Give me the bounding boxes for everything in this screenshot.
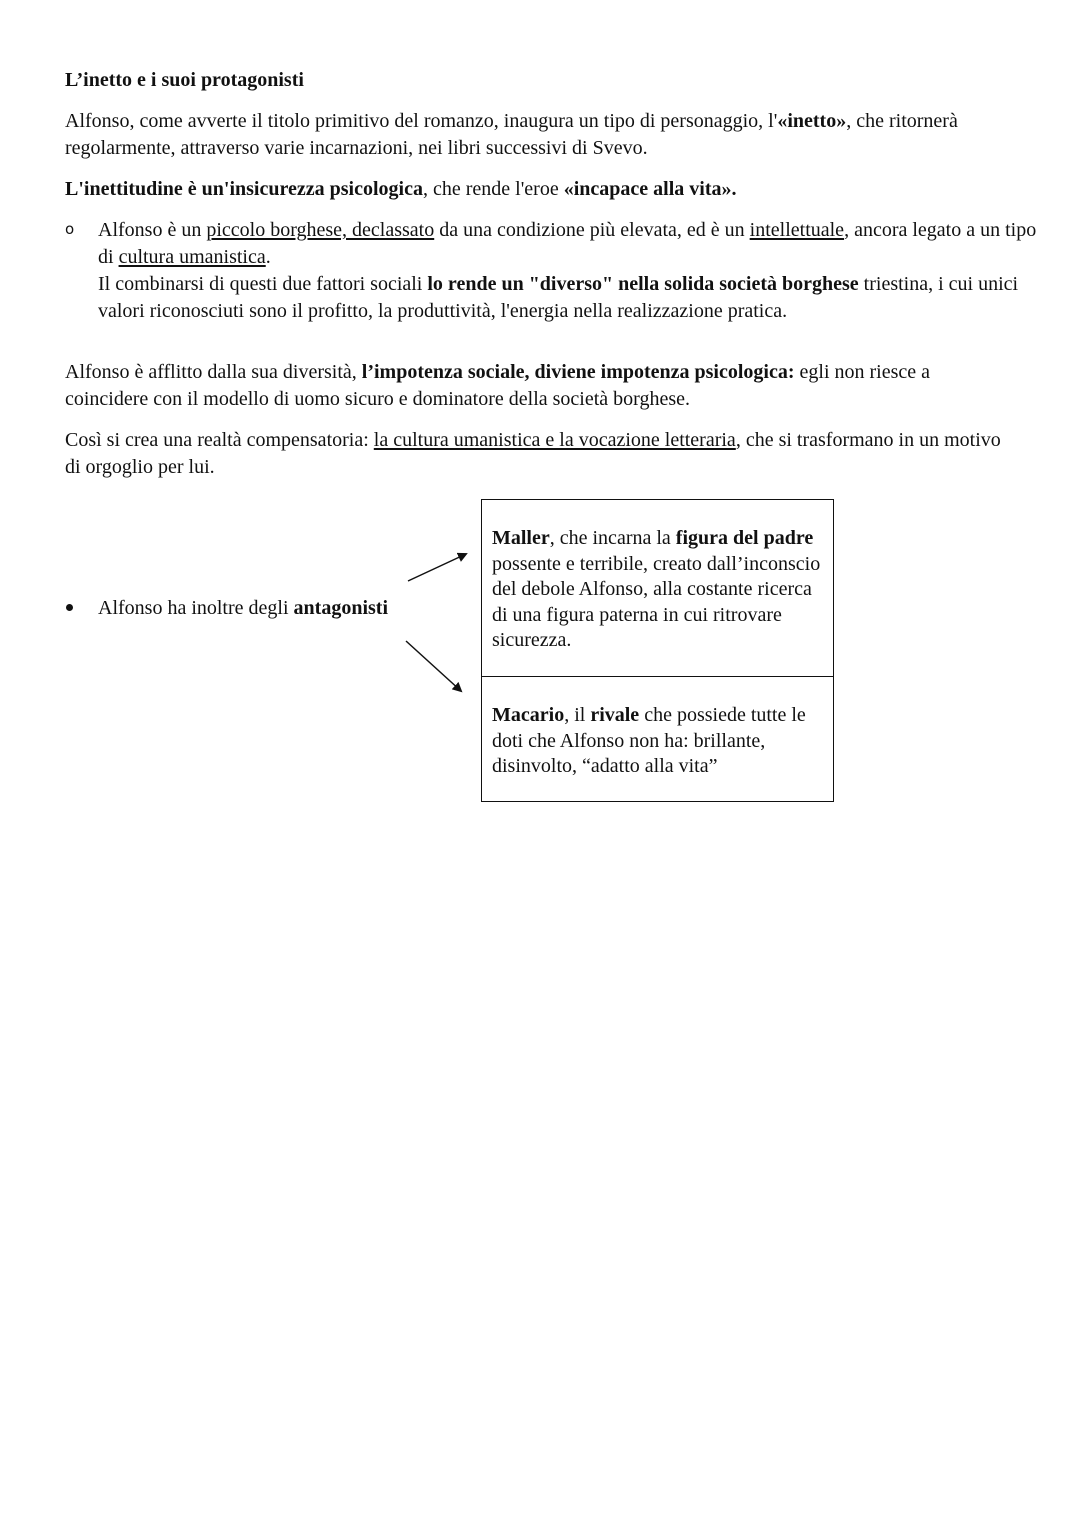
hollow-bullet-icon: o xyxy=(65,220,75,238)
antagonists-item: Alfonso ha inoltre degli antagonisti xyxy=(98,597,388,619)
arrow-down-right-icon xyxy=(406,641,461,691)
bullet-icon xyxy=(66,604,73,611)
impotence-paragraph: Alfonso è afflitto dalla sua diversità, l’impotenza sociale, diviene impotenza psicologica: egli non riesce a coincidere con il modello di uomo sicuro e dominatore della società borghese. xyxy=(65,361,931,410)
arrows-diagram xyxy=(400,540,480,700)
ineptitude-definition: L'inettitudine è un'insicurezza psicologica, che rende l'eroe «incapace alla vita». xyxy=(65,178,737,200)
section-heading: L’inetto e i suoi protagonisti xyxy=(65,69,304,91)
arrow-up-right-icon xyxy=(408,554,466,581)
macario-box xyxy=(481,676,834,802)
intro-paragraph: Alfonso, come avverte il titolo primitivo del romanzo, inaugura un tipo di personaggio, l'«inetto», che ritornerà regolarmente, attraverso varie incarnazioni, nei libri successivi di Svevo. xyxy=(65,110,958,159)
maller-text: Maller, che incarna la figura del padre possente e terribile, creato dall’inconscio del debole Alfonso, alla costante ricerca di una figura paterna in cui ritrovare sicurezza. xyxy=(492,527,821,651)
sub-item-paragraph: Alfonso è un piccolo borghese, declassato da una condizione più elevata, ed è un intellettuale, ancora legato a un tipo di cultura umanistica. Il combinarsi di questi due fattori sociali lo rende un "diverso" nella solida società borghese triestina, i cui unici valori riconosciuti sono il profitto, la produttività, l'energia nella realizzazione pratica. xyxy=(98,219,1037,322)
compensation-paragraph: Così si crea una realtà compensatoria: la cultura umanistica e la vocazione letteraria, che si trasformano in un motivo di orgoglio per lui. xyxy=(65,429,1001,478)
maller-box xyxy=(481,499,834,677)
macario-text: Macario, il rivale che possiede tutte le doti che Alfonso non ha: brillante, disinvolto, “adatto alla vita” xyxy=(492,704,806,777)
